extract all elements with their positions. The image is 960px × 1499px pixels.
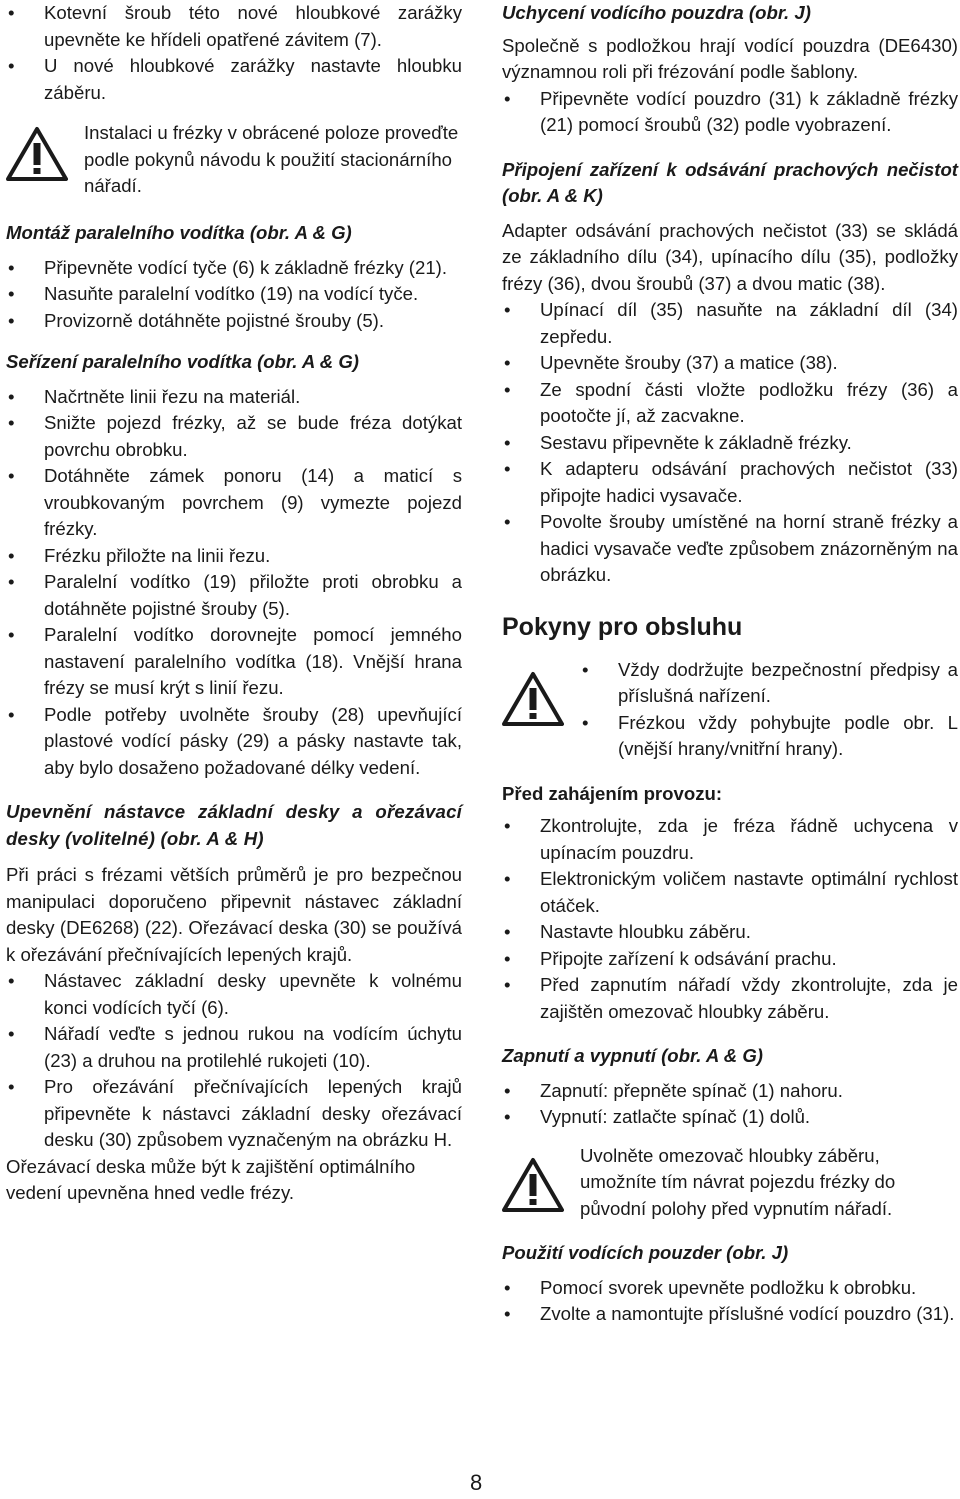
list-item: • Zapnutí: přepněte spínač (1) nahoru. bbox=[502, 1078, 958, 1105]
list-item: • Snižte pojezd frézky, až se bude fréza dotýkat povrchu obrobku. bbox=[6, 410, 462, 463]
section-heading-dust: Připojení zařízení k odsávání prachových nečistot (obr. A & K) bbox=[502, 158, 958, 206]
warning-icon bbox=[502, 671, 564, 727]
list-item: • Ze spodní části vložte podložku frézy (36) a pootočte jí, až zacvakne. bbox=[502, 377, 958, 430]
guide-bush-bullet-list bbox=[502, 86, 958, 139]
list-item: • Upínací díl (35) nasuňte na základní díl (34) zepředu. bbox=[502, 297, 958, 350]
section-heading-mounting: Montáž paralelního vodítka (obr. A & G) bbox=[6, 222, 352, 243]
guide-bush-paragraph: Společně s podložkou hrají vodící pouzdra (DE6430) významnou roli při frézování podle šablony. bbox=[502, 34, 958, 82]
warning-bullet-list bbox=[580, 657, 958, 763]
dust-bullet-list bbox=[502, 297, 958, 589]
list-item: • Vypnutí: zatlačte spínač (1) dolů. bbox=[502, 1104, 958, 1131]
warning-text: Uvolněte omezovač hloubky záběru, umožníte tím návrat pojezdu frézky do původní polohy před vypnutím nářadí. bbox=[580, 1144, 896, 1219]
baseplate-paragraph-1: Při práci s frézami větších průměrů je pro bezpečnou manipulaci doporučeno připevnit nástavec základní desky (DE6268) (22). Ořezávací deska (30) se používá k ořezávání přečnívajících lepených krajů. bbox=[6, 864, 462, 965]
list-item: • Připojte zařízení k odsávání prachu. bbox=[502, 946, 958, 973]
list-item: • Podle potřeby uvolněte šrouby (28) upevňující plastové vodící pásky (29) a pásky nastavte tak, aby bylo dosaženo požadované délky vedení. bbox=[6, 702, 462, 782]
list-item: • Zkontrolujte, zda je fréza řádně uchycena v upínacím pouzdru. bbox=[502, 813, 958, 866]
adjust-bullet-list bbox=[6, 384, 462, 782]
list-item: • Nastavte hloubku záběru. bbox=[502, 919, 958, 946]
list-item: • Pro ořezávání přečnívajících lepených krajů připevněte k nástavci základní desky ořezávací desku (30) způsobem vyznačeným na obrázku H. bbox=[6, 1074, 462, 1154]
list-item: • Paralelní vodítko (19) přiložte proti obrobku a dotáhněte pojistné šrouby (5). bbox=[6, 569, 462, 622]
warning-text: Instalaci u frézky v obrácené poloze proveďte podle pokynů návodu k použití stacionárního nářadí. bbox=[84, 122, 459, 196]
mounting-bullet-list bbox=[6, 255, 462, 335]
guide-bush-use-bullet-list bbox=[502, 1275, 958, 1328]
baseplate-paragraph-2: Ořezávací deska může být k zajištění optimálního vedení upevněna hned vedle frézy. bbox=[6, 1155, 416, 1203]
warning-icon bbox=[502, 1157, 564, 1213]
list-item: • Nástavec základní desky upevněte k volnému konci vodících tyčí (6). bbox=[6, 968, 462, 1021]
warning-note-1 bbox=[6, 120, 462, 200]
list-item: • Elektronickým voličem nastavte optimální rychlost otáček. bbox=[502, 866, 958, 919]
section-heading-switch: Zapnutí a vypnutí (obr. A & G) bbox=[502, 1045, 763, 1066]
warning-icon bbox=[6, 126, 68, 182]
dust-paragraph: Adapter odsávání prachových nečistot (33) se skládá ze základního dílu (34), upínacího dílu (35), podložky frézy (36), dvou šroubů (37) a dvou matic (38). bbox=[502, 219, 958, 294]
list-item: • Připevněte vodící pouzdro (31) k základně frézky (21) pomocí šroubů (32) podle vyobrazení. bbox=[502, 86, 958, 139]
list-item: • Paralelní vodítko dorovnejte pomocí jemného nastavení paralelního vodítka (18). Vnější hrana frézy se musí krýt s linií řezu. bbox=[6, 622, 462, 702]
list-item: • Provizorně dotáhněte pojistné šrouby (5). bbox=[6, 308, 462, 335]
intro-bullet-list bbox=[6, 0, 462, 106]
list-item: • Frézkou vždy pohybujte podle obr. L (vnější hrany/vnitřní hrany). bbox=[580, 710, 958, 763]
list-item: • K adapteru odsávání prachových nečistot (33) připojte hadici vysavače. bbox=[502, 456, 958, 509]
section-heading-baseplate: Upevnění nástavce základní desky a ořezávací desky (volitelné) (obr. A & H) bbox=[6, 801, 462, 849]
list-item: • Nářadí veďte s jednou rukou na vodícím úchytu (23) a druhou na protilehlé rukojeti (10). bbox=[6, 1021, 462, 1074]
list-item: • Připevněte vodící tyče (6) k základně frézky (21). bbox=[6, 255, 462, 282]
list-item: • U nové hloubkové zarážky nastavte hloubku záběru. bbox=[6, 53, 462, 106]
operating-instructions-heading: Pokyny pro obsluhu bbox=[502, 612, 743, 641]
switch-bullet-list bbox=[502, 1078, 958, 1131]
warning-note-2 bbox=[502, 657, 958, 763]
list-item: • Načrtněte linii řezu na materiál. bbox=[6, 384, 462, 411]
right-column bbox=[502, 0, 958, 1328]
list-item: • Pomocí svorek upevněte podložku k obrobku. bbox=[502, 1275, 958, 1302]
list-item: • Nasuňte paralelní vodítko (19) na vodící tyče. bbox=[6, 281, 462, 308]
section-heading-guide-bush-use: Použití vodících pouzder (obr. J) bbox=[502, 1242, 789, 1263]
list-item: • Frézku přiložte na linii řezu. bbox=[6, 543, 462, 570]
section-heading-adjust: Seřízení paralelního vodítka (obr. A & G) bbox=[6, 351, 359, 372]
page-number: 8 bbox=[470, 1470, 483, 1495]
list-item: • Sestavu připevněte k základně frézky. bbox=[502, 430, 958, 457]
section-heading-guide-bush: Uchycení vodícího pouzdra (obr. J) bbox=[502, 2, 811, 23]
list-item: • Zvolte a namontujte příslušné vodící pouzdro (31). bbox=[502, 1301, 958, 1328]
list-item: • Kotevní šroub této nové hloubkové zarážky upevněte ke hřídeli opatřené závitem (7). bbox=[6, 0, 462, 53]
baseplate-bullet-list bbox=[6, 968, 462, 1154]
warning-note-3 bbox=[502, 1143, 958, 1223]
list-item: • Dotáhněte zámek ponoru (14) a maticí s vroubkovaným povrchem (9) vymezte pojezd frézky. bbox=[6, 463, 462, 543]
list-item: • Upevněte šrouby (37) a matice (38). bbox=[502, 350, 958, 377]
left-column bbox=[6, 0, 462, 1207]
before-start-bullet-list bbox=[502, 813, 958, 1025]
list-item: • Před zapnutím nářadí vždy zkontrolujte, zda je zajištěn omezovač hloubky záběru. bbox=[502, 972, 958, 1025]
list-item: • Vždy dodržujte bezpečnostní předpisy a příslušná nařízení. bbox=[580, 657, 958, 710]
section-heading-before-start: Před zahájením provozu: bbox=[502, 782, 723, 804]
list-item: • Povolte šrouby umístěné na horní straně frézky a hadici vysavače veďte způsobem znázorněným na obrázku. bbox=[502, 509, 958, 589]
